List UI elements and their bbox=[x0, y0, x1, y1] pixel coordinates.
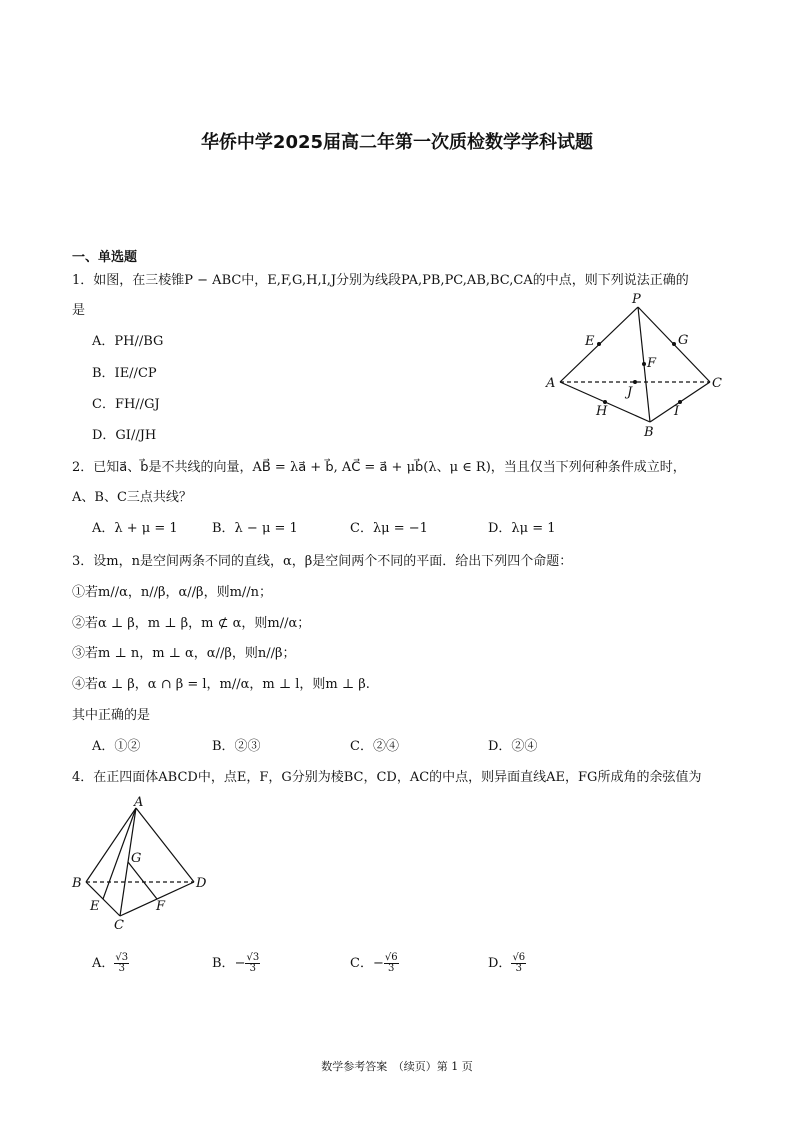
fraction-denominator: 3 bbox=[388, 963, 395, 974]
label-f: F bbox=[647, 356, 657, 371]
option-letter: C． bbox=[350, 956, 373, 971]
fraction-denominator: 3 bbox=[249, 963, 257, 974]
q4-option-d[interactable] bbox=[488, 953, 526, 974]
option-letter: A． bbox=[92, 956, 115, 971]
q1-option-b[interactable]: B．IE//CP bbox=[92, 366, 157, 381]
label-g: G bbox=[678, 333, 689, 348]
q2-option-a[interactable]: A．λ + μ = 1 bbox=[92, 521, 178, 536]
q2-option-d[interactable]: D．λμ = 1 bbox=[488, 521, 556, 536]
fraction-denominator: 3 bbox=[118, 963, 125, 974]
fraction bbox=[511, 953, 526, 974]
q4-option-c[interactable] bbox=[350, 953, 399, 974]
q3-ask: 其中正确的是 bbox=[72, 708, 151, 723]
q3-option-a[interactable]: A．①② bbox=[92, 739, 141, 754]
q1-tetrahedron-figure bbox=[540, 290, 730, 440]
q1-stem-line1: 1．如图，在三棱锥P − ABC中，E,F,G,H,I,J分别为线段PA,PB,PC,AB,BC,CA的中点，则下列说法正确的 bbox=[72, 273, 689, 288]
edge-ad bbox=[136, 808, 194, 882]
q2-stem-line1: 2．已知a⃗、b⃗是不共线的向量，AB⃗ = λa⃗ + b⃗, AC⃗ = a⃗ + μb⃗(λ、μ ∈ R)，当且仅当下列何种条件成立时， bbox=[72, 460, 686, 475]
fraction-numerator: √3 bbox=[246, 952, 260, 963]
q3-prop-3: ③若m ⊥ n，m ⊥ α，α//β，则n//β； bbox=[72, 646, 296, 661]
q3-option-d[interactable]: D．②④ bbox=[488, 739, 538, 754]
label-i: I bbox=[674, 404, 680, 419]
fraction bbox=[114, 953, 129, 974]
page-title: 华侨中学2025届高二年第一次质检数学学科试题 bbox=[200, 132, 594, 153]
point-j bbox=[633, 380, 637, 384]
label-p: P bbox=[632, 292, 641, 307]
page-footer: 数学参考答案 （续页）第 1 页 bbox=[321, 1060, 473, 1073]
label-c: C bbox=[712, 376, 722, 391]
label-d: D bbox=[196, 876, 207, 891]
q1-option-d[interactable]: D．GI//JH bbox=[92, 428, 157, 443]
fraction-numerator: √3 bbox=[115, 952, 129, 963]
q4-tetrahedron-figure bbox=[68, 792, 218, 932]
fraction-numerator: √6 bbox=[384, 952, 398, 963]
q4-stem: 4．在正四面体ABCD中，点E，F，G分别为棱BC，CD，AC的中点，则异面直线AE，FG所成角的余弦值为 bbox=[72, 770, 702, 785]
option-sign: − bbox=[372, 956, 384, 971]
q2-option-c[interactable]: C．λμ = −1 bbox=[350, 521, 428, 536]
option-letter: D． bbox=[488, 956, 512, 971]
q4-option-a[interactable] bbox=[92, 953, 129, 974]
q3-stem: 3．设m，n是空间两条不同的直线，α，β是空间两个不同的平面．给出下列四个命题： bbox=[72, 554, 573, 569]
q1-option-a[interactable]: A．PH//BG bbox=[92, 334, 164, 349]
q4-option-b[interactable] bbox=[212, 953, 260, 974]
q2-option-b[interactable]: B．λ − μ = 1 bbox=[212, 521, 298, 536]
q3-prop-1: ①若m//α，n//β，α//β，则m//n； bbox=[72, 585, 273, 600]
option-sign: − bbox=[234, 956, 246, 971]
label-j: J bbox=[627, 385, 633, 400]
q1-stem-line2: 是 bbox=[72, 303, 86, 318]
fraction bbox=[245, 953, 260, 974]
q1-option-c[interactable]: C．FH//GJ bbox=[92, 397, 160, 412]
point-g bbox=[672, 342, 676, 346]
section-heading: 一、单选题 bbox=[72, 250, 138, 265]
label-f: F bbox=[156, 899, 166, 914]
q3-prop-4: ④若α ⊥ β，α ∩ β = l，m//α，m ⊥ l，则m ⊥ β. bbox=[72, 677, 370, 692]
q3-option-c[interactable]: C．②④ bbox=[350, 739, 399, 754]
label-e: E bbox=[585, 334, 595, 349]
option-letter: B． bbox=[212, 956, 235, 971]
q3-option-b[interactable]: B．②③ bbox=[212, 739, 261, 754]
label-h: H bbox=[596, 404, 608, 419]
fraction bbox=[384, 953, 399, 974]
segment-gf bbox=[128, 862, 157, 899]
label-a: A bbox=[134, 795, 144, 810]
label-g: G bbox=[131, 851, 142, 866]
point-f bbox=[642, 362, 646, 366]
label-e: E bbox=[90, 899, 100, 914]
label-c: C bbox=[114, 918, 124, 932]
label-a: A bbox=[546, 376, 556, 391]
fraction-numerator: √6 bbox=[512, 952, 526, 963]
edge-ab bbox=[86, 808, 136, 882]
label-b: B bbox=[644, 425, 654, 440]
q3-prop-2: ②若α ⊥ β，m ⊥ β，m ⊄ α，则m//α； bbox=[72, 616, 311, 631]
q2-stem-line2: A、B、C三点共线？ bbox=[72, 490, 192, 505]
label-b: B bbox=[72, 876, 82, 891]
fraction-denominator: 3 bbox=[515, 963, 522, 974]
point-e bbox=[597, 342, 601, 346]
